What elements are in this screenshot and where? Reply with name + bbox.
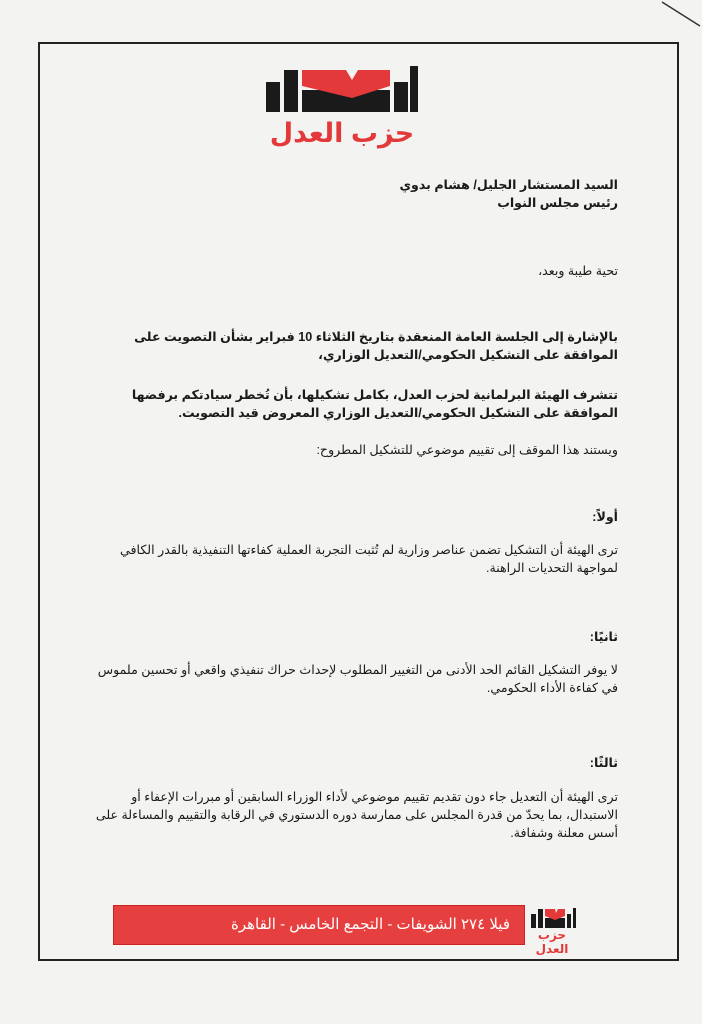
section-text-2: لا يوفر التشكيل القائم الحد الأدنى من التغيير المطلوب لإحداث حراك تنفيذي واقعي أو تحسين ملموس في كفاءة الأداء الحكومي. (97, 663, 618, 695)
section-text-1: ترى الهيئة أن التشكيل تضمن عناصر وزارية لم تُثبت التجربة العملية كفاءتها التنفيذية بالقدر الكافي لمواجهة التحديات الراهنة. (119, 543, 618, 575)
paragraph-basis: ويستند هذا الموقف إلى تقييم موضوعي للتشكيل المطروح: (316, 443, 618, 457)
paragraph-rejection: تتشرف الهيئة البرلمانية لحزب العدل، بكامل تشكيلها، بأن تُخطر سيادتكم برفضها الموافقة على التشكيل الحكومي/التعديل الوزاري المعروض قيد التصويت. (131, 388, 618, 420)
section-heading-3: ثالثًا: (589, 756, 618, 770)
recipient-name: السيد المستشار الجليل/ هشام بدوي (399, 178, 618, 192)
greeting: تحية طيبة وبعد، (538, 264, 618, 278)
recipient-title: رئيس مجلس النواب (497, 196, 618, 210)
letterhead-party-name: حزب العدل (269, 118, 415, 148)
paragraph-reference: بالإشارة إلى الجلسة العامة المنعقدة بتاريخ الثلاثاء 10 فبراير بشأن التصويت على الموافقة على التشكيل الحكومي/التعديل الوزاري، (134, 330, 618, 362)
footer-logo (530, 906, 576, 930)
footer-party-name: حزب العدل (535, 928, 569, 956)
section-text-3: ترى الهيئة أن التعديل جاء دون تقديم تقييم موضوعي لأداء الوزراء السابقين أو مبررات الإعفاء أو الاستبدال، بما يحدّ من قدرة المجلس على ممارسة دوره الدستوري في الرقابة والتقييم والمساءلة على أسس معلنة وشفافة. (95, 790, 618, 840)
footer-address: فيلا ٢٧٤ الشويفات - التجمع الخامس - القاهرة (230, 916, 510, 933)
footer-address-bar (113, 905, 525, 945)
section-heading-2: ثانيًا: (589, 630, 618, 644)
recipient-block (84, 176, 618, 212)
section-heading-1: أولاً: (592, 510, 618, 524)
scan-corner-mark (652, 0, 702, 30)
